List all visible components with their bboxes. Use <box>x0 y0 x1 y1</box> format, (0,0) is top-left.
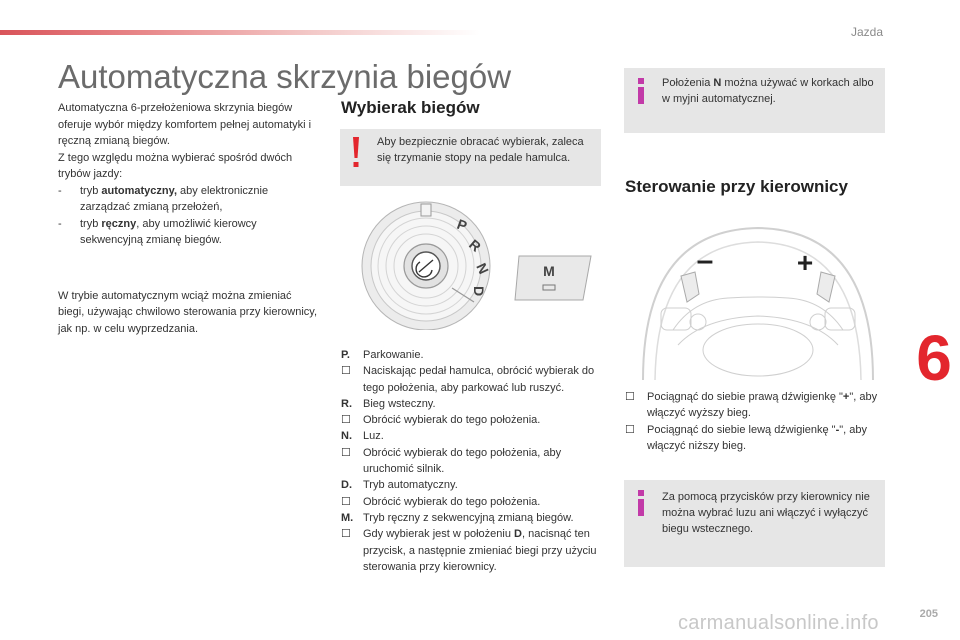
dial-letter-d: D <box>471 286 487 297</box>
position-key: P. <box>341 349 350 361</box>
position-text: Bieg wsteczny. <box>363 397 436 410</box>
info-box-neutral <box>624 68 885 133</box>
dial-letter-p: P <box>454 215 470 235</box>
mode-item-manual <box>58 216 320 249</box>
position-ref: D <box>514 528 522 541</box>
mode-text: aby elektronicznie zarządzać zmianą przełożeń, <box>80 184 269 213</box>
checkbox-bullet-icon: ☐ <box>341 446 351 459</box>
checkbox-bullet-icon: ☐ <box>341 365 351 378</box>
list-item <box>341 510 603 526</box>
list-item <box>625 389 887 422</box>
mode-text: , aby umożliwić kierowcy sekwencyjną zmianę biegów. <box>80 217 257 246</box>
mode-text: tryb <box>80 184 102 197</box>
warning-box <box>340 129 601 186</box>
position-key: M. <box>341 511 354 524</box>
list-item <box>341 477 603 493</box>
info-text-part: można używać w korkach albo w myjni automatycznej. <box>662 77 874 105</box>
instruction-text: Pociągnąć do siebie lewą dźwigienkę " <box>647 423 836 436</box>
checkbox-bullet-icon: ☐ <box>625 423 635 436</box>
dial-letter-n: N <box>473 260 493 277</box>
section-label: Jazda <box>850 25 883 39</box>
list-item <box>341 347 603 363</box>
instruction-text: Obrócić wybierak do tego położenia. <box>363 495 541 508</box>
info-position: N <box>713 77 722 89</box>
steering-wheel-illustration <box>633 220 883 380</box>
header-accent-bar <box>0 30 480 35</box>
mode-item-automatic <box>58 183 320 216</box>
mode-name: automatyczny, <box>101 184 177 197</box>
exclamation-icon <box>352 137 360 169</box>
dash: - <box>58 184 62 197</box>
chapter-number: 6 <box>916 322 952 394</box>
info-text: Za pomocą przycisków przy kierownicy nie można wybrać luzu ani włączyć i wyłączyć biegu wstecznego. <box>662 491 870 535</box>
page-title: Automatyczna skrzynia biegów <box>58 58 512 95</box>
intro-paragraph: Z tego względu można wybierać spośród dwóch trybów jazdy: <box>58 151 293 180</box>
info-icon <box>636 78 646 104</box>
info-text-part: Położenia <box>662 77 714 89</box>
paddle-instructions <box>625 389 887 454</box>
watermark: carmanualsonline.info <box>678 612 879 634</box>
minus-paddle-label: – <box>696 244 714 277</box>
intro-paragraph: W trybie automatycznym wciąż można zmieniać biegi, używając chwilowo sterowania przy kierownicy, jak np. w celu wyprzedzania. <box>58 289 318 335</box>
instruction-text: Obrócić wybierak do tego położenia, aby uruchomić silnik. <box>363 446 562 476</box>
plus-paddle-label: + <box>796 247 814 278</box>
checkbox-bullet-icon: ☐ <box>341 528 351 541</box>
mode-text: tryb <box>80 217 102 230</box>
gear-selector-illustration <box>344 190 514 330</box>
position-text: Luz. <box>363 430 384 443</box>
list-item <box>341 428 603 444</box>
list-item <box>341 494 603 510</box>
instruction-text: Obrócić wybierak do tego położenia. <box>363 414 541 427</box>
selector-positions-list <box>341 347 603 575</box>
checkbox-bullet-icon: ☐ <box>625 391 635 403</box>
checkbox-bullet-icon: ☐ <box>341 414 351 427</box>
position-key: D. <box>341 479 352 492</box>
page-number: 205 <box>919 608 938 620</box>
list-item <box>341 363 603 396</box>
warning-text: Aby bezpiecznie obracać wybierak, zaleca się trzymanie stopy na pedale hamulca. <box>377 136 584 164</box>
instruction-text: Naciskając pedał hamulca, obrócić wybierak do tego położenia, aby parkować lub ruszyć. <box>363 365 595 394</box>
chapter-tab[interactable] <box>908 318 960 398</box>
list-item <box>341 412 603 428</box>
info-text <box>662 75 877 107</box>
list-item <box>625 422 887 455</box>
position-text: Parkowanie. <box>363 349 424 361</box>
instruction-text: ", aby włączyć wyższy bieg. <box>647 391 878 420</box>
position-key: R. <box>341 397 352 410</box>
wheel-controls-heading: Sterowanie przy kierownicy <box>625 177 848 196</box>
instruction-text: Pociągnąć do siebie prawą dźwigienkę " <box>647 391 843 403</box>
checkbox-bullet-icon: ☐ <box>341 495 351 508</box>
paddle-symbol: - <box>835 423 840 436</box>
position-key: N. <box>341 430 352 443</box>
position-text: Tryb automatyczny. <box>363 479 458 492</box>
dial-letter-r: R <box>466 236 485 255</box>
mode-name: ręczny <box>101 217 137 230</box>
info-icon <box>636 490 646 516</box>
selector-heading: Wybierak biegów <box>341 98 480 117</box>
dash: - <box>58 217 62 230</box>
intro-paragraph: Automatyczna 6-przełożeniowa skrzynia biegów oferuje wybór między komfortem pełnej automatyki i ręczną zmianą biegów. <box>58 102 312 147</box>
list-item <box>341 526 603 575</box>
instruction-text: , nacisnąć ten przycisk, a następnie zmieniać biegi przy użyciu sterowania przy kierownicy. <box>363 528 597 573</box>
instruction-text: ", aby włączyć niższy bieg. <box>647 423 868 452</box>
paddle-symbol: + <box>842 391 850 403</box>
list-item <box>341 445 603 478</box>
manual-mode-button-illustration <box>513 254 595 304</box>
intro-column <box>58 100 320 337</box>
instruction-text: Gdy wybierak jest w położeniu <box>363 528 515 541</box>
list-item <box>341 396 603 412</box>
info-box-wheel <box>624 480 885 567</box>
m-button-label: M <box>543 263 555 279</box>
position-text: Tryb ręczny z sekwencyjną zmianą biegów. <box>363 511 574 524</box>
